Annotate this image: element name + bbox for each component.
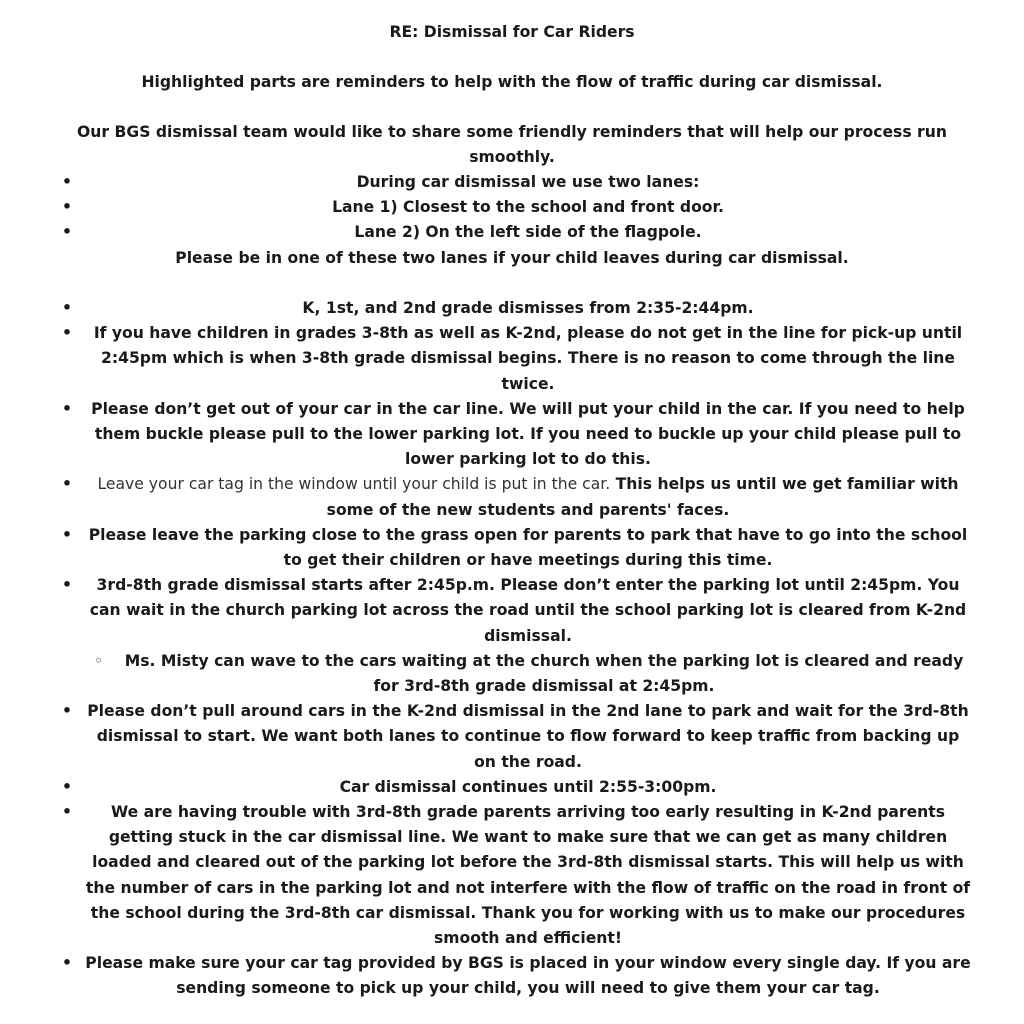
list-item: • Please leave the parking close to the grass open for parents to park that have to go into the school to get their children or have meetings during this time. [0,523,1024,573]
reminders-list [0,296,1024,1002]
list-item: • We are having trouble with 3rd-8th grade parents arriving too early resulting in K-2nd parents getting stuck in the car dismissal line. We want to make sure that we can get as many children loaded and cleared out of the parking lot before the 3rd-8th dismissal starts. This will help us with the number of cars in the parking lot and not interfere with the flow of traffic on the road in front of the school during the 3rd-8th car dismissal. Thank you for working with us to make our procedures smooth and efficient! [0,800,1024,951]
list-item: • Please make sure your car tag provided by BGS is placed in your window every single day. If you are sending someone to pick up your child, you will need to give them your car tag. [0,951,1024,1001]
list-item: • K, 1st, and 2nd grade dismisses from 2:35-2:44pm. [0,296,1024,321]
list-item: • Lane 2) On the left side of the flagpole. [0,220,1024,245]
lanes-note: Please be in one of these two lanes if your child leaves during car dismissal. [175,249,849,267]
list-item: • Please don’t get out of your car in the car line. We will put your child in the car. If you need to help them buckle please pull to the lower parking lot. If you need to buckle up your child please pull to lower parking lot to do this. [0,397,1024,473]
list-item-car-tag [0,472,1024,522]
car-tag-bold-text: This helps us until we get familiar with some of the new students and parents' faces. [326,475,959,519]
list-item: • Lane 1) Closest to the school and front door. [0,195,1024,220]
notice-title: RE: Dismissal for Car Riders [389,23,635,41]
list-item: • If you have children in grades 3-8th as well as K-2nd, please do not get in the line for pick-up until 2:45pm which is when 3-8th grade dismissal begins. There is no reason to come through the line twice. [0,321,1024,397]
lanes-list [0,170,1024,246]
list-item: • Car dismissal continues until 2:55-3:00pm. [0,775,1024,800]
list-item: • During car dismissal we use two lanes: [0,170,1024,195]
lead-paragraph: Our BGS dismissal team would like to share some friendly reminders that will help our process run smoothly. [77,123,947,167]
list-item: • Please don’t pull around cars in the K-2nd dismissal in the 2nd lane to park and wait for the 3rd-8th dismissal to start. We want both lanes to continue to flow forward to keep traffic from backing up on the road. [0,699,1024,775]
car-tag-text: Leave your car tag in the window until your child is put in the car. [97,475,611,494]
highlight-note: Highlighted parts are reminders to help with the flow of traffic during car dismissal. [141,73,883,91]
sub-list-item: ◦ Ms. Misty can wave to the cars waiting at the church when the parking lot is cleared and ready for 3rd-8th grade dismissal at 2:45pm. [0,649,1024,699]
list-item: • 3rd-8th grade dismissal starts after 2:45p.m. Please don’t enter the parking lot until 2:45pm. You can wait in the church parking lot across the road until the school parking lot is cleared from K-2nd dismissal. [0,573,1024,649]
